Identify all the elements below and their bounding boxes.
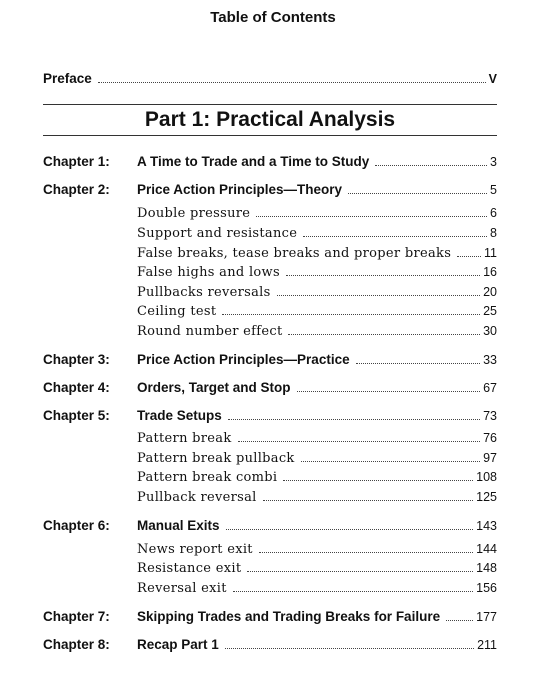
part-rule-top bbox=[43, 104, 497, 105]
section-page: 97 bbox=[483, 451, 497, 465]
section-row[interactable] bbox=[137, 304, 497, 319]
leader-dots bbox=[375, 165, 487, 166]
chapter-page: 3 bbox=[490, 155, 497, 169]
leader-dots bbox=[228, 419, 480, 420]
preface-row[interactable] bbox=[43, 71, 497, 86]
section-page: 30 bbox=[483, 324, 497, 338]
section-row[interactable] bbox=[137, 581, 497, 596]
section-title: Resistance exit bbox=[137, 561, 242, 576]
section-title: Pattern break bbox=[137, 431, 232, 446]
section-row[interactable] bbox=[137, 431, 497, 446]
leader-dots bbox=[238, 441, 481, 442]
chapter-title: Price Action Principles—Practice bbox=[137, 352, 350, 367]
section-title: Reversal exit bbox=[137, 581, 227, 596]
chapter-row[interactable] bbox=[43, 380, 497, 395]
chapter-label: Chapter 5: bbox=[43, 408, 110, 423]
part-title: Part 1: Practical Analysis bbox=[144, 108, 396, 131]
section-row[interactable] bbox=[137, 324, 497, 339]
section-page: 108 bbox=[476, 470, 497, 484]
section-title: Pattern break pullback bbox=[137, 451, 295, 466]
chapter-title: A Time to Trade and a Time to Study bbox=[137, 154, 370, 169]
section-title: News report exit bbox=[137, 542, 253, 557]
leader-dots bbox=[348, 193, 487, 194]
section-page: 20 bbox=[483, 285, 497, 299]
leader-dots bbox=[283, 480, 473, 481]
section-page: 144 bbox=[476, 542, 497, 556]
chapter-title: Skipping Trades and Trading Breaks for Failure bbox=[137, 609, 441, 624]
part-rule-bottom bbox=[43, 135, 497, 136]
chapter-label: Chapter 3: bbox=[43, 352, 110, 367]
leader-dots bbox=[356, 363, 481, 364]
leader-dots bbox=[277, 295, 481, 296]
section-row[interactable] bbox=[137, 542, 497, 557]
leader-dots bbox=[457, 256, 481, 257]
chapter-row[interactable] bbox=[43, 182, 497, 197]
chapter-label: Chapter 1: bbox=[43, 154, 110, 169]
leader-dots bbox=[226, 529, 474, 530]
section-page: 6 bbox=[490, 206, 497, 220]
preface-page: V bbox=[488, 72, 497, 86]
section-row[interactable] bbox=[137, 561, 497, 576]
section-page: 125 bbox=[476, 490, 497, 504]
chapter-title: Manual Exits bbox=[137, 518, 220, 533]
chapter-row[interactable] bbox=[43, 609, 497, 624]
section-page: 8 bbox=[490, 226, 497, 240]
chapter-page: 177 bbox=[476, 610, 497, 624]
section-title: Ceiling test bbox=[137, 304, 217, 319]
section-row[interactable] bbox=[137, 265, 497, 280]
leader-dots bbox=[303, 236, 487, 237]
leader-dots bbox=[222, 314, 480, 315]
section-title: Support and resistance bbox=[137, 226, 298, 241]
leader-dots bbox=[263, 500, 474, 501]
leader-dots bbox=[259, 552, 473, 553]
chapter-title: Orders, Target and Stop bbox=[137, 380, 291, 395]
section-row[interactable] bbox=[137, 285, 497, 300]
section-page: 16 bbox=[483, 265, 497, 279]
chapter-row[interactable] bbox=[43, 518, 497, 533]
preface-label: Preface bbox=[43, 71, 92, 86]
chapter-row[interactable] bbox=[43, 408, 497, 423]
section-row[interactable] bbox=[137, 246, 497, 261]
chapter-row[interactable] bbox=[43, 154, 497, 169]
chapter-title: Trade Setups bbox=[137, 408, 222, 423]
chapter-page: 143 bbox=[476, 519, 497, 533]
section-title: False breaks, tease breaks and proper breaks bbox=[137, 246, 452, 261]
section-page: 11 bbox=[484, 246, 497, 260]
chapter-page: 67 bbox=[483, 381, 497, 395]
section-row[interactable] bbox=[137, 490, 497, 505]
section-title: False highs and lows bbox=[137, 265, 280, 280]
chapter-label: Chapter 8: bbox=[43, 637, 110, 652]
chapter-title: Recap Part 1 bbox=[137, 637, 219, 652]
section-title: Double pressure bbox=[137, 206, 251, 221]
leader-dots bbox=[286, 275, 480, 276]
leader-dots bbox=[288, 334, 480, 335]
chapter-label: Chapter 6: bbox=[43, 518, 110, 533]
leader-dots bbox=[301, 461, 480, 462]
leader-dots bbox=[98, 82, 486, 83]
leader-dots bbox=[225, 648, 474, 649]
chapter-page: 5 bbox=[490, 183, 497, 197]
chapter-label: Chapter 4: bbox=[43, 380, 110, 395]
section-row[interactable] bbox=[137, 451, 497, 466]
chapter-label: Chapter 2: bbox=[43, 182, 110, 197]
chapter-row[interactable] bbox=[43, 352, 497, 367]
leader-dots bbox=[297, 391, 481, 392]
section-row[interactable] bbox=[137, 226, 497, 241]
leader-dots bbox=[446, 620, 473, 621]
section-row[interactable] bbox=[137, 206, 497, 221]
section-title: Pattern break combi bbox=[137, 470, 278, 485]
section-page: 25 bbox=[483, 304, 497, 318]
chapter-title: Price Action Principles—Theory bbox=[137, 182, 343, 197]
chapter-page: 73 bbox=[483, 409, 497, 423]
leader-dots bbox=[256, 216, 487, 217]
chapter-page: 33 bbox=[483, 353, 497, 367]
section-page: 148 bbox=[476, 561, 497, 575]
section-title: Pullbacks reversals bbox=[137, 285, 271, 300]
chapter-label: Chapter 7: bbox=[43, 609, 110, 624]
page-title: Table of Contents bbox=[210, 9, 336, 26]
section-title: Round number effect bbox=[137, 324, 283, 339]
leader-dots bbox=[233, 591, 473, 592]
chapter-page: 211 bbox=[477, 638, 497, 652]
section-title: Pullback reversal bbox=[137, 490, 257, 505]
chapter-row[interactable] bbox=[43, 637, 497, 652]
section-page: 156 bbox=[476, 581, 497, 595]
section-row[interactable] bbox=[137, 470, 497, 485]
section-page: 76 bbox=[483, 431, 497, 445]
leader-dots bbox=[247, 571, 473, 572]
